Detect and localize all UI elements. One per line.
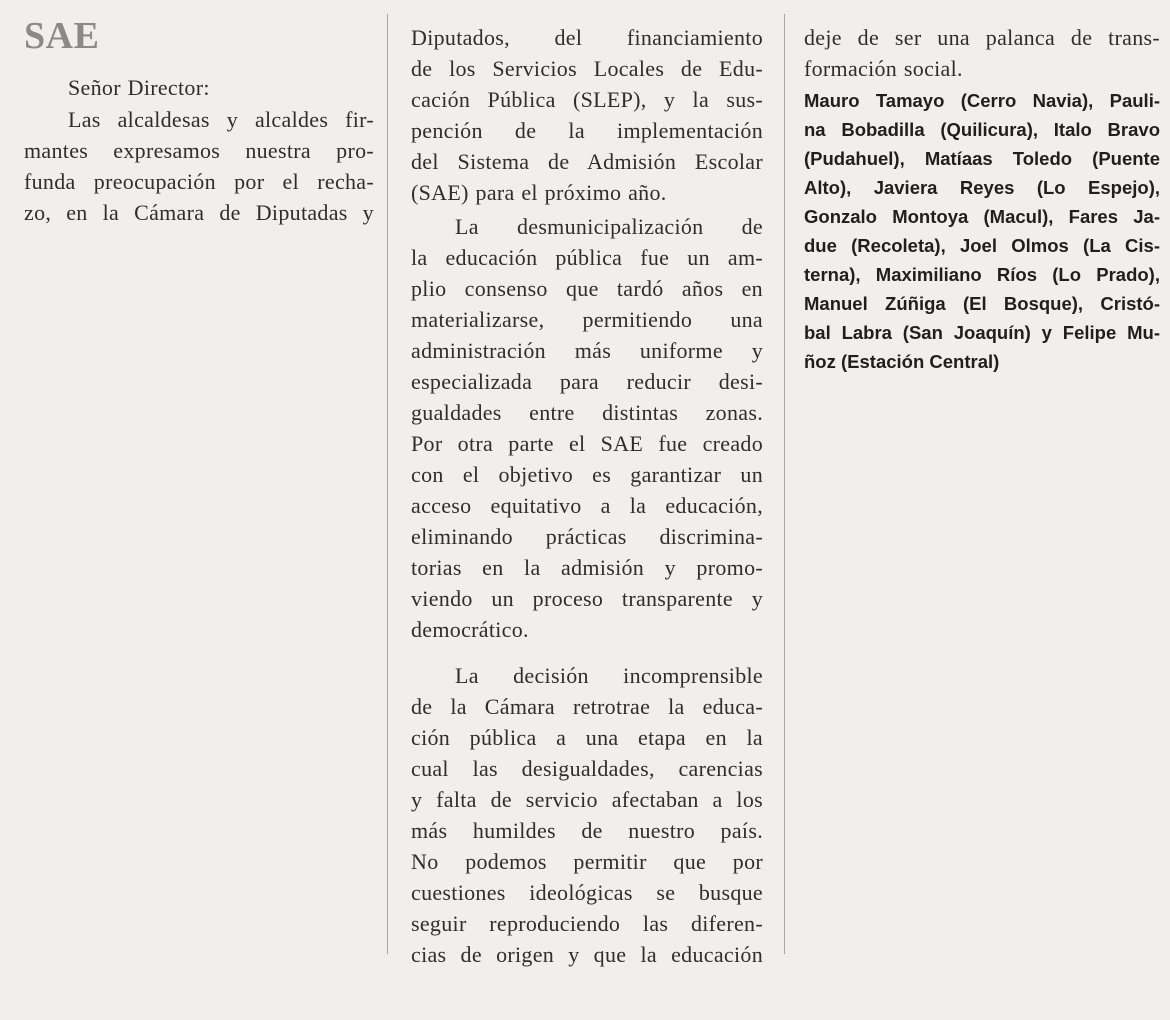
signer-line: Gonzalo Montoya (Macul), Fares Ja- xyxy=(804,206,1160,227)
text-line: de la Cámara retrotrae la educa- xyxy=(411,694,763,719)
salutation xyxy=(24,72,374,103)
text-line: cuestiones ideológicas se busque xyxy=(411,880,763,905)
paragraph-3 xyxy=(411,660,763,970)
text-line: deje de ser una palanca de trans- xyxy=(804,25,1160,50)
text-line: gualdades entre distintas zonas. xyxy=(411,400,763,425)
text-line: seguir reproduciendo las diferen- xyxy=(411,911,763,936)
headline: SAE xyxy=(24,15,100,57)
text-line: la educación pública fue un am- xyxy=(411,245,763,270)
text-line: Las alcaldesas y alcaldes fir- xyxy=(68,107,374,132)
column-divider-1 xyxy=(387,14,388,954)
signer-line: terna), Maximiliano Ríos (Lo Prado), xyxy=(804,264,1160,285)
text-line: del Sistema de Admisión Escolar xyxy=(411,149,763,174)
text-line: acceso equitativo a la educación, xyxy=(411,493,763,518)
text-line: pención de la implementación xyxy=(411,118,763,143)
text-line: cias de origen y que la educación xyxy=(411,942,763,967)
signatories xyxy=(804,86,1160,376)
salutation-text: Señor Director: xyxy=(68,75,210,100)
text-line: administración más uniforme y xyxy=(411,338,763,363)
column-divider-2 xyxy=(784,14,785,954)
signer-line: (Pudahuel), Matíaas Toledo (Puente xyxy=(804,148,1160,169)
text-line: materializarse, permitiendo una xyxy=(411,307,763,332)
text-line: cación Pública (SLEP), y la sus- xyxy=(411,87,763,112)
signer-line: Mauro Tamayo (Cerro Navia), Pauli- xyxy=(804,90,1160,111)
text-line: más humildes de nuestro país. xyxy=(411,818,763,843)
text-line: ción pública a una etapa en la xyxy=(411,725,763,750)
text-line: cual las desigualdades, carencias xyxy=(411,756,763,781)
text-line: (SAE) para el próximo año. xyxy=(411,180,667,205)
text-line: La decisión incomprensible xyxy=(455,663,763,688)
text-line: No podemos permitir que por xyxy=(411,849,763,874)
paragraph-2 xyxy=(411,211,763,645)
paragraph-1-continued xyxy=(411,22,763,208)
text-line: con el objetivo es garantizar un xyxy=(411,462,763,487)
text-line: Diputados, del financiamiento xyxy=(411,25,763,50)
text-line: plio consenso que tardó años en xyxy=(411,276,763,301)
text-line: formación social. xyxy=(804,56,963,81)
text-line: eliminando prácticas discrimina- xyxy=(411,524,763,549)
text-line: viendo un proceso transparente y xyxy=(411,586,763,611)
signer-line: bal Labra (San Joaquín) y Felipe Mu- xyxy=(804,322,1160,343)
text-line: especializada para reducir desi- xyxy=(411,369,763,394)
paragraph-3-continued xyxy=(804,22,1160,84)
text-line: democrático. xyxy=(411,617,529,642)
text-line: y falta de servicio afectaban a los xyxy=(411,787,763,812)
text-line: mantes expresamos nuestra pro- xyxy=(24,138,374,163)
text-line: zo, en la Cámara de Diputadas y xyxy=(24,200,374,225)
text-line: torias en la admisión y promo- xyxy=(411,555,763,580)
text-line: de los Servicios Locales de Edu- xyxy=(411,56,763,81)
signer-line: due (Recoleta), Joel Olmos (La Cis- xyxy=(804,235,1160,256)
signer-line: Manuel Zúñiga (El Bosque), Cristó- xyxy=(804,293,1160,314)
signer-line: Alto), Javiera Reyes (Lo Espejo), xyxy=(804,177,1160,198)
text-line: Por otra parte el SAE fue creado xyxy=(411,431,763,456)
signer-line: ñoz (Estación Central) xyxy=(804,351,1000,372)
signer-line: na Bobadilla (Quilicura), Italo Bravo xyxy=(804,119,1160,140)
text-line: La desmunicipalización de xyxy=(455,214,763,239)
paragraph-1 xyxy=(24,104,374,228)
text-line: funda preocupación por el recha- xyxy=(24,169,374,194)
